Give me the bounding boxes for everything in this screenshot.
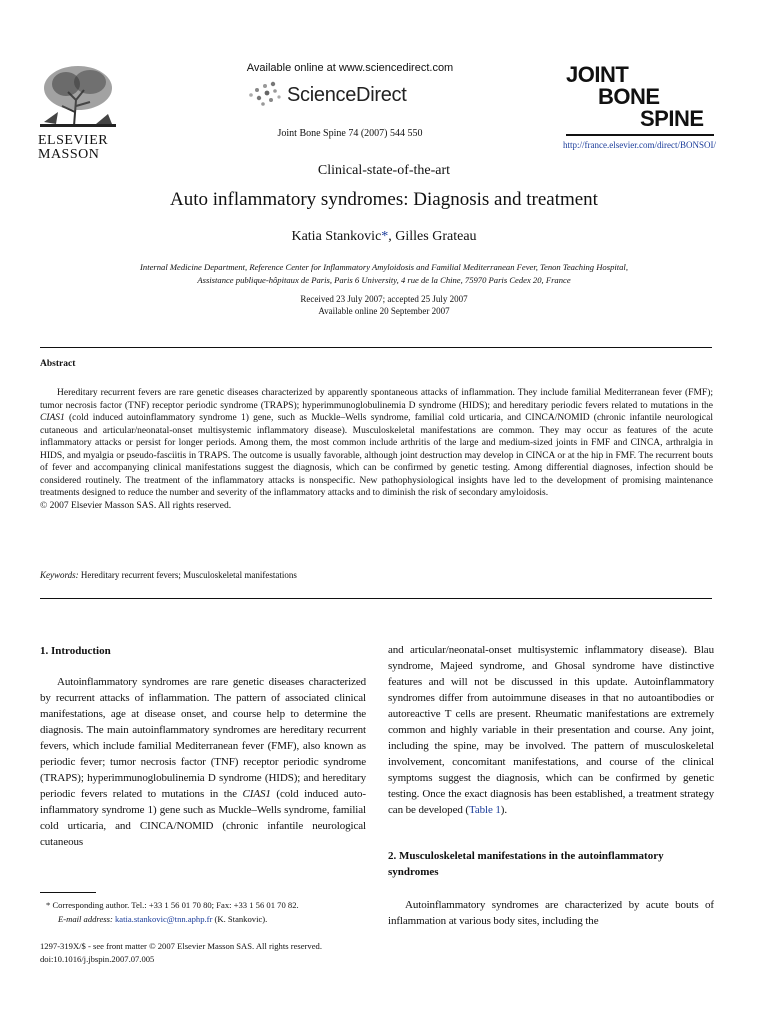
section1-heading: 1. Introduction	[40, 645, 111, 657]
keywords-list: Hereditary recurrent fevers; Musculoskeletal manifestations	[78, 570, 297, 580]
abstract-paragraph: Hereditary recurrent fevers are rare genetic diseases characterized by apparently spontaneous attacks of inflammation. They include familial Mediterranean fever (FMF); tumor necrosis factor (TNF) receptor periodic syndrome (TRAPS); hyperimmunoglobulinemia D syndrome (HIDS); and hereditary periodic fevers related to mutations in the CIAS1 (cold induced autoinflammatory syndrome 1) gene, such as Muckle–Wells syndrome, familial cold urticaria, and CINCA/NOMID (chronic infantile neurological cutaneous and articular/neonatal-onset multisystemic inflammatory disease). Musculoskeletal manifestations are common. They may occur as features of the acute inflammatory attacks or persist for longer periods. Among them, the most common include arthritis of the large and medium-sized joints in FMF and CINCA, arthralgia in HIDS, and myalgia or pseudo-fasciitis in TRAPS. The outcome is usually favorable, although joint destruction may develop in CINCA or at the hip in FMF. The recurrent bouts of fever and accompanying clinical manifestations suggest the diagnosis, which can be confirmed by genetic testing. Among differential diagnoses, infection should be considered routinely. The treatment of the inflammatory attacks is nonspecific. New pathophysiological insights have led to the development of promising maintenance treatments designed to reduce the number and severity of the inflammatory attacks and to diminish the risk of secondary amyloidosis.	[40, 388, 713, 498]
gene-name: CIAS1	[40, 413, 65, 423]
affiliation-line2: Assistance publique-hôpitaux de Paris, Paris 6 University, 4 rue de la Chine, 75970 Paris Cedex 20, France	[197, 275, 571, 285]
section2-paragraph	[388, 897, 714, 929]
author-grateau: , Gilles Grateau	[388, 229, 477, 244]
email-note: E-mail address: katia.stankovic@tnn.aphp.fr (K. Stankovic).	[58, 914, 268, 924]
issn-line: 1297-319X/$ - see front matter © 2007 Elsevier Masson SAS. All rights reserved.	[40, 941, 322, 951]
author-stankovic: Katia Stankovic	[291, 229, 382, 244]
sciencedirect-dots-icon	[245, 80, 287, 108]
masson-wordmark: MASSON	[38, 147, 100, 162]
journal-title-spine: SPINE	[640, 106, 704, 131]
email-link[interactable]: katia.stankovic@tnn.aphp.fr	[114, 914, 213, 924]
available-online: Available online at www.sciencedirect.com	[246, 62, 454, 74]
abstract-body	[40, 387, 713, 512]
dates	[0, 293, 768, 317]
journal-logo	[566, 64, 714, 136]
doi-line: doi:10.1016/j.jbspin.2007.07.005	[40, 954, 155, 964]
section1-right-column	[388, 642, 714, 818]
corresponding-author-note: * Corresponding author. Tel.: +33 1 56 01 70 80; Fax: +33 1 56 01 70 82.	[46, 900, 299, 910]
intro-paragraph: Autoinflammatory syndromes are rare genetic diseases characterized by recurrent attacks of inflammation. The pattern of associated clinical manifestations, age at disease onset, and course help to determine the diagnosis. The main autoinflammatory syndromes are hereditary recurrent fevers, which include familial Mediterranean fever (FMF), also known as periodic fever; tumor necrosis factor (TNF) receptor periodic syndrome (TRAPS); hyperimmunoglobulinemia D syndrome (HIDS); and hereditary periodic fevers related to mutations in the CIAS1 (cold induced auto-inflammatory syndrome 1) gene such as Muckle–Wells syndrome, familial cold urticaria, and CINCA/NOMID (chronic infantile neurological cutaneous	[40, 676, 366, 848]
citation-line: Joint Bone Spine 74 (2007) 544 550	[277, 128, 423, 139]
corresponding-author-marker[interactable]: *	[381, 229, 389, 244]
section2-heading: 2. Musculoskeletal manifestations in the autoinflammatory syndromes	[388, 850, 664, 878]
abstract-heading: Abstract	[40, 359, 76, 369]
gene-name-intro: CIAS1	[242, 788, 271, 800]
elsevier-logo	[38, 62, 118, 162]
article-title: Auto inflammatory syndromes: Diagnosis and treatment	[170, 189, 598, 210]
section1-left-column	[40, 674, 366, 850]
section2-text: Autoinflammatory syndromes are characterized by acute bouts of inflammation at various body sites, including the	[388, 899, 714, 927]
page-footer	[40, 940, 440, 966]
keywords	[40, 570, 713, 580]
article-category: Clinical-state-of-the-art	[317, 163, 451, 178]
table-1-link[interactable]: Table 1	[468, 804, 501, 816]
received-date: Received 23 July 2007; accepted 25 July 2007	[300, 294, 468, 304]
sciencedirect-wordmark: ScienceDirect	[287, 84, 407, 106]
abstract-bottom-rule	[40, 598, 712, 599]
affiliation-line1: Internal Medicine Department, Reference Center for Inflammatory Amyloidosis and Familial Mediterranean Fever, Tenon Teaching Hospital,	[140, 262, 628, 272]
footnote	[40, 898, 370, 926]
sciencedirect-logo	[245, 80, 435, 110]
author-line	[0, 229, 768, 245]
elsevier-wordmark: ELSEVIER	[38, 133, 109, 148]
keywords-label: Keywords:	[40, 570, 79, 580]
abstract-top-rule	[40, 347, 712, 348]
abstract-copyright: © 2007 Elsevier Masson SAS. All rights reserved.	[40, 500, 232, 511]
affiliation	[40, 261, 728, 287]
journal-title-bone: BONE	[598, 84, 660, 109]
journal-url-link[interactable]: http://france.elsevier.com/direct/BONSOI/	[563, 140, 716, 150]
journal-logo-rule	[566, 134, 714, 136]
available-date: Available online 20 September 2007	[318, 306, 450, 316]
journal-title-joint: JOINT	[566, 62, 629, 87]
intro-paragraph-continued: and articular/neonatal-onset multisystemic inflammatory disease). Blau syndrome, Majeed syndrome, and Ghosal syndrome have distinctive features and will not be discussed in this update. Autoinflammatory syndromes differ from autoimmune diseases in that no autoantibodies or autoreactive T cells are present. Rheumatic manifestations are extremely common and highly variable in their presentation and course. Any joint, including the spine, may be involved. The pattern of musculoskeletal involvement, concomitant manifestations, and course of the clinical symptoms suggest the diagnosis, which can be confirmed by genetic testing. Once the exact diagnosis has been established, a treatment strategy can be developed (Table 1).	[388, 644, 714, 816]
footnote-rule	[40, 892, 96, 893]
elsevier-tree-icon	[38, 62, 118, 128]
